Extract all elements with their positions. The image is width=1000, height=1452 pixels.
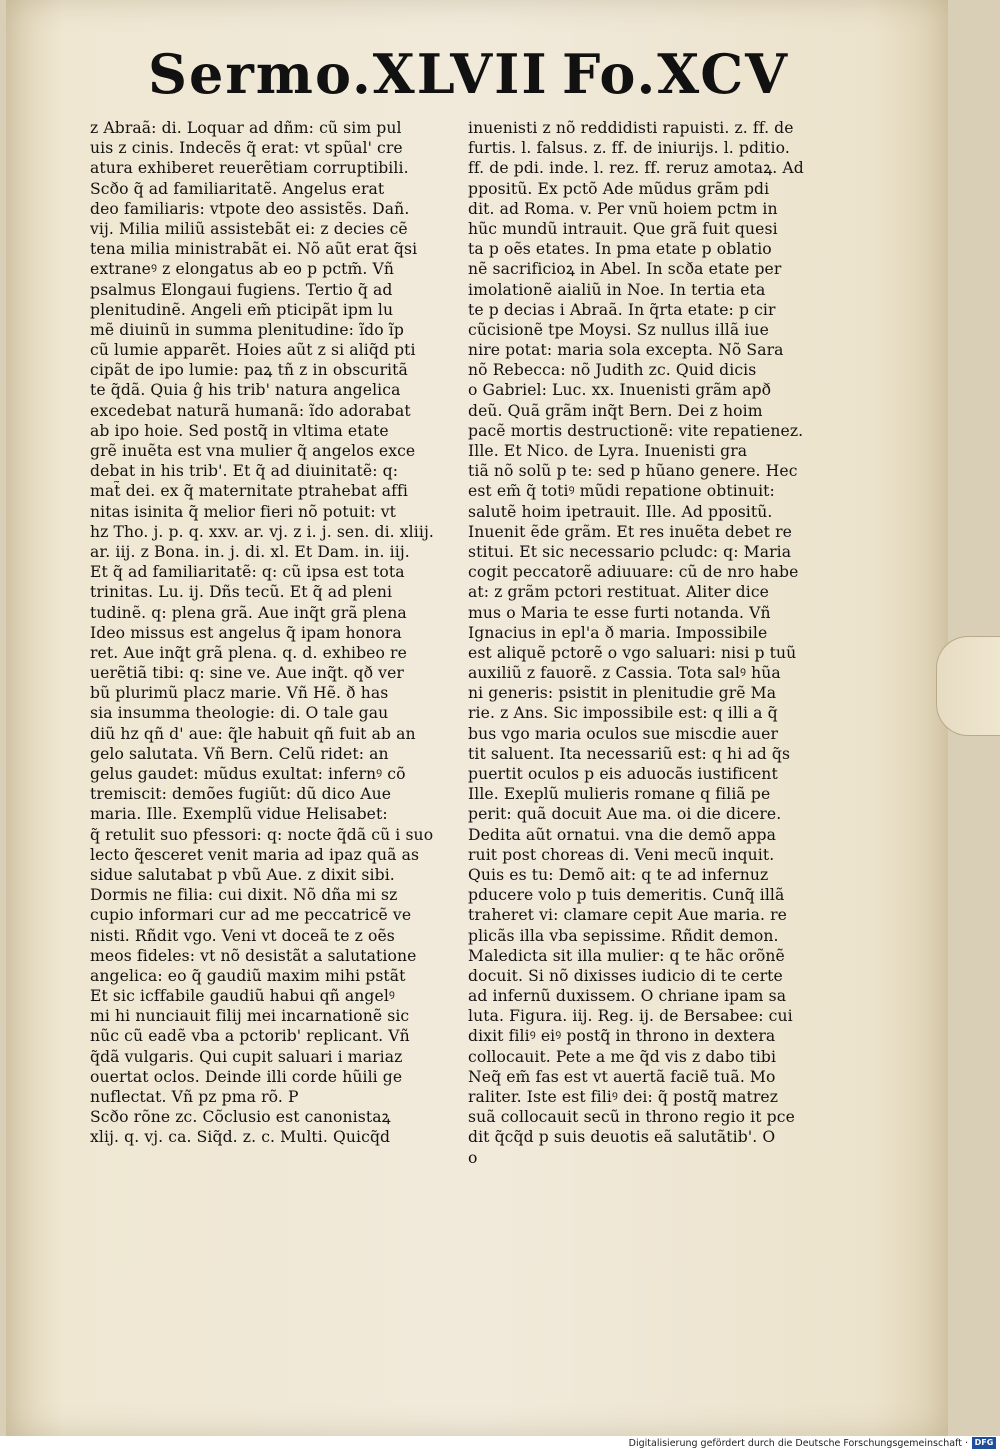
- text-line: sidue salutabat p vbũ Aue. z dixit sibi.: [90, 865, 395, 884]
- text-line: Maledicta sit illa mulier: q te hãc orõnẽ: [468, 946, 785, 965]
- text-line: cupio informari cur ad me peccatricẽ ve: [90, 906, 412, 925]
- text-line: Scðo rõne zc. Cõclusio est canonistaꝝ: [90, 1108, 391, 1127]
- text-line: excedebat naturã humanã: ĩdo adorabat: [90, 401, 411, 420]
- text-line: mẽ diuinũ in summa plenitudine: ĩdo ĩp: [90, 320, 404, 339]
- text-line: luta. Figura. iij. Reg. ij. de Bersabee: cui: [468, 1007, 793, 1026]
- text-line: Ille. Et Nico. de Lyra. Inuenisti gra: [468, 442, 748, 460]
- text-line: plenitudinẽ. Angeli em̃ pticipãt ipm lu: [90, 300, 394, 319]
- text-line: Et sic icffabile gaudiũ habui qñ angelꝰ: [90, 987, 395, 1006]
- text-line: maria. Ille. Exemplũ vidue Helisabet:: [90, 805, 388, 824]
- text-line: uerẽtiã tibi: q: sine ve. Aue inq̃t. qð ver: [90, 664, 404, 683]
- text-line: gelo salutata. Vñ Bern. Celũ ridet: an: [90, 744, 389, 763]
- text-line: uis z cinis. Indecẽs q̃ erat: vt spũal' cre: [90, 139, 403, 158]
- text-line: hũc mundũ intrauit. Que grã fuit quesi: [468, 219, 778, 238]
- text-line: rie. z Ans. Sic impossibile est: q illi a q̃: [468, 704, 778, 723]
- text-line: gelus gaudet: mũdus exultat: infernꝰ cõ: [90, 765, 406, 783]
- text-line: Ille. Exeplũ mulieris romane q filiã pe: [468, 785, 771, 804]
- text-line: puertit oculos p eis aduocãs iustificent: [468, 765, 778, 783]
- text-line: docuit. Si nõ dixisses iudicio di te certe: [468, 966, 783, 985]
- text-line: angelica: eo q̃ gaudiũ maxim mihi pstãt: [90, 966, 406, 985]
- text-line: mus o Maria te esse furti notanda. Vñ: [468, 603, 771, 622]
- text-line: te p decias i Abraã. In q̃rta etate: p cir: [468, 300, 776, 319]
- text-line: traheret vi: clamare cepit Aue maria. re: [468, 906, 788, 925]
- text-line: raliter. Iste est filiꝰ dei: q̃ postq̃ matrez: [468, 1088, 779, 1106]
- text-line: cipãt de ipo lumie: paꝝ tñ z in obscuritã: [90, 361, 408, 380]
- text-line: o: [468, 1148, 478, 1167]
- text-line: meos fideles: vt nõ desistãt a salutatione: [90, 946, 417, 965]
- text-line: tiã nõ solũ p te: sed p hũano genere. Hec: [468, 462, 798, 481]
- text-line: perit: quã docuit Aue ma. oi die dicere.: [468, 805, 782, 824]
- text-line: vij. Milia miliũ assistebãt ei: z decies cẽ: [90, 219, 408, 238]
- text-line: ad infernũ duxissem. O chriane ipam sa: [468, 987, 787, 1006]
- text-line: mat̃ dei. ex q̃ maternitate ptrahebat affi: [90, 482, 409, 501]
- text-line: tudinẽ. q: plena grã. Aue inq̃t grã plena: [90, 603, 407, 622]
- text-line: ta p oẽs etates. In pma etate p oblatio: [468, 240, 772, 259]
- text-line: Inuenit ẽde grãm. Et res inuẽta debet re: [468, 522, 792, 541]
- text-line: Ideo missus est angelus q̃ ipam honora: [90, 623, 402, 642]
- text-line: trinitas. Lu. ij. Dñs tecũ. Et q̃ ad pleni: [90, 583, 393, 602]
- text-line: q̃dã vulgaris. Qui cupit saluari i mariaz: [90, 1047, 403, 1066]
- text-line: Quis es tu: Demõ ait: q te ad infernuz: [468, 865, 769, 884]
- text-line: salutẽ hoim ipetrauit. Ille. Ad ppositũ.: [468, 502, 773, 521]
- dfg-logo: DFG: [972, 1437, 996, 1449]
- book-page: [6, 0, 948, 1436]
- text-line: z Abraã: di. Loquar ad dñm: cũ sim pul: [90, 119, 402, 137]
- page-tab-edge: [936, 636, 1000, 736]
- text-line: nõ Rebecca: nõ Judith zc. Quid dicis: [468, 361, 757, 380]
- text-line: inuenisti z nõ reddidisti rapuisti. z. ff. de: [468, 119, 794, 137]
- text-line: te q̃dã. Quia ĝ his trib' natura angelica: [90, 381, 401, 400]
- text-line: psalmus Elongaui fugiens. Tertio q̃ ad: [90, 280, 393, 299]
- text-line: tit saluent. Ita necessariũ est: q hi ad q̃s: [468, 744, 791, 763]
- funding-credit: Digitalisierung gefördert durch die Deutsche Forschungsgemeinschaft ·: [628, 1438, 968, 1449]
- text-line: deũ. Quã grãm inq̃t Bern. Dei z hoim: [468, 401, 763, 420]
- text-line: suã collocauit secũ in throno regio it pce: [468, 1108, 795, 1127]
- text-line: lecto q̃esceret venit maria ad ipaz quã as: [90, 845, 420, 864]
- left-text-column: [90, 118, 470, 1148]
- text-line: xlij. q. vj. ca. Siq̃d. z. c. Multi. Quicq̃d: [90, 1128, 391, 1147]
- text-line: Dedita aũt ornatui. vna die demõ appa: [468, 825, 777, 844]
- text-line: debat in his trib'. Et q̃ ad diuinitatẽ: q:: [90, 462, 399, 481]
- text-line: nisti. Rñdit vgo. Veni vt doceã te z oẽs: [90, 926, 395, 945]
- text-line: grẽ inuẽta est vna mulier q̃ angelos exce: [90, 442, 416, 460]
- text-line: Neq̃ em̃ fas est vt auertã faciẽ tuã. Mo: [468, 1067, 776, 1086]
- text-line: o Gabriel: Luc. xx. Inuenisti grãm apð: [468, 381, 772, 400]
- text-line: ouertat oclos. Deinde illi corde hũili ge: [90, 1067, 403, 1086]
- text-line: bus vgo maria oculos sue miscdie auer: [468, 724, 779, 743]
- text-line: tena milia ministrabãt ei. Nõ aũt erat q̃si: [90, 240, 418, 259]
- text-line: pacẽ mortis destructionẽ: vite repatienez.: [468, 421, 804, 440]
- text-line: at: z grãm pctori restituat. Aliter dice: [468, 583, 769, 602]
- text-line: cũ lumie apparẽt. Hoies aũt z si aliq̃d pti: [90, 341, 416, 360]
- text-line: ff. de pdi. inde. l. rez. ff. reruz amotaꝝ. Ad: [468, 159, 804, 178]
- text-line: dixit filiꝰ eiꝰ postq̃ in throno in dextera: [468, 1027, 776, 1046]
- text-line: nũc cũ eadẽ vba a pctorib' replicant. Vñ: [90, 1027, 410, 1046]
- text-line: bũ plurimũ placz marie. Vñ Hẽ. ð has: [90, 684, 389, 703]
- text-line: atura exhiberet reuerẽtiam corruptibili.: [90, 159, 409, 178]
- text-line: Scðo q̃ ad familiaritatẽ. Angelus erat: [90, 179, 385, 198]
- text-line: diũ hz qñ d' aue: q̃le habuit qñ fuit ab an: [90, 724, 416, 743]
- text-line: deo familiaris: vtpote deo assistẽs. Dañ.: [90, 199, 410, 218]
- text-line: plicãs illa vba sepissime. Rñdit demon.: [468, 926, 779, 945]
- text-line: q̃ retulit suo pfessori: q: nocte q̃dã cũ i suo: [90, 825, 434, 844]
- text-line: dit q̃cq̃d p suis deuotis eã salutãtib'. O: [468, 1128, 776, 1147]
- text-line: Dormis ne filia: cui dixit. Nõ dña mi sz: [90, 886, 398, 905]
- folio-number-heading: Fo.XCV: [562, 42, 790, 106]
- text-line: nitas isinita q̃ melior fieri nõ potuit: vt: [90, 502, 397, 521]
- text-line: mi hi nunciauit filij mei incarnationẽ sic: [90, 1007, 410, 1026]
- right-text-column: [468, 118, 848, 1168]
- text-line: ar. iij. z Bona. in. j. di. xl. Et Dam. in. iij.: [90, 542, 410, 561]
- text-line: dit. ad Roma. v. Per vnũ hoiem pctm in: [468, 199, 778, 218]
- text-line: nẽ sacrificioꝝ in Abel. In scða etate per: [468, 260, 782, 279]
- text-line: ab ipo hoie. Sed postq̃ in vltima etate: [90, 421, 389, 440]
- text-line: est em̃ q̃ totiꝰ mũdi repatione obtinuit:: [468, 482, 775, 501]
- text-line: Et q̃ ad familiaritatẽ: q: cũ ipsa est tota: [90, 563, 405, 582]
- text-line: furtis. l. falsus. z. ff. de iniurijs. l. pditio.: [468, 139, 790, 158]
- text-line: est aliquẽ pctorẽ o vgo saluari: nisi p tuũ: [468, 643, 797, 662]
- text-line: ruit post choreas di. Veni mecũ inquit.: [468, 845, 775, 864]
- text-line: cogit peccatorẽ adiuuare: cũ de nro habe: [468, 563, 799, 582]
- text-line: hz Tho. j. p. q. xxv. ar. vj. z i. j. sen. di. xliij.: [90, 522, 434, 541]
- sermon-number-heading: Sermo.XLVII: [148, 42, 549, 106]
- running-head: [6, 42, 948, 112]
- text-line: collocauit. Pete a me q̃d vis z dabo tibi: [468, 1047, 777, 1066]
- text-line: ppositũ. Ex pctõ Ade mũdus grãm pdi: [468, 179, 770, 198]
- text-line: nuflectat. Vñ pz pma rõ. P: [90, 1088, 299, 1106]
- text-line: Ignacius in epl'a ð maria. Impossibile: [468, 623, 768, 642]
- text-line: ni generis: psistit in plenitudie grẽ Ma: [468, 684, 777, 703]
- text-line: stitui. Et sic necessario pcludc: q: Maria: [468, 542, 792, 561]
- text-line: pducere volo p tuis demeritis. Cunq̃ illã: [468, 886, 785, 905]
- text-line: ret. Aue inq̃t grã plena. q. d. exhibeo re: [90, 643, 407, 662]
- text-line: tremiscit: demões fugiũt: dũ dico Aue: [90, 785, 392, 804]
- text-line: extraneꝰ z elongatus ab eo p pctm̃. Vñ: [90, 260, 395, 279]
- text-line: sia insumma theologie: di. O tale gau: [90, 704, 389, 723]
- text-line: cũcisionẽ tpe Moysi. Sz nullus illã iue: [468, 320, 769, 339]
- text-line: nire potat: maria sola excepta. Nõ Sara: [468, 341, 784, 360]
- text-line: auxiliũ z fauorẽ. z Cassia. Tota salꝰ hũa: [468, 664, 781, 683]
- text-line: imolationẽ aialiũ in Noe. In tertia eta: [468, 280, 766, 299]
